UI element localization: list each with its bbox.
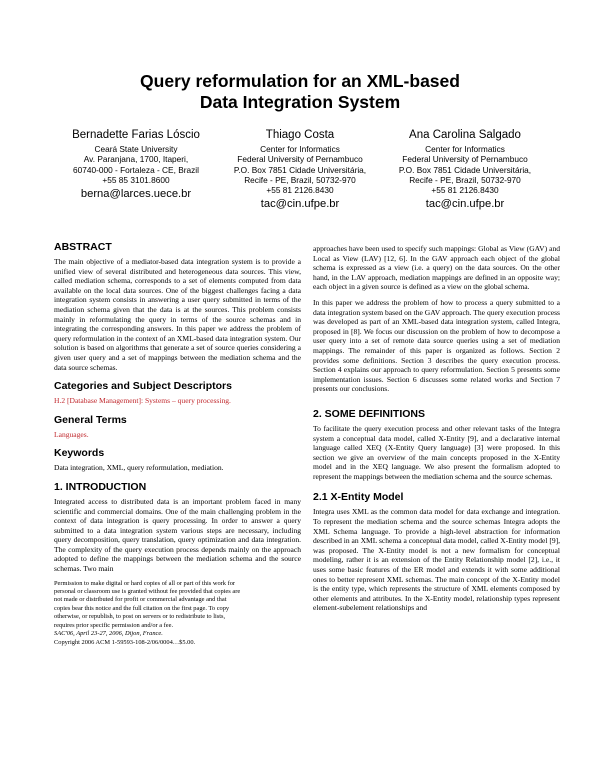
- keywords-text: Data integration, XML, query reformulation, mediation.: [54, 463, 224, 473]
- permission-line: otherwise, or republish, to post on servers or to redistribute to lists,: [54, 613, 226, 621]
- permission-line: personal or classroom use is granted without fee provided that copies are: [54, 588, 241, 596]
- permission-line: Permission to make digital or hard copies of all or part of this work for: [54, 579, 236, 587]
- author-affiliation-line: Recife - PE, Brazil, 50732-970: [244, 174, 356, 185]
- categories-text: H.2 [Database Management]: Systems – query processing.: [54, 396, 231, 406]
- permission-notice: [54, 580, 301, 647]
- author-affiliation-line: +55 81 2126.8430: [266, 185, 334, 196]
- body-paragraph: approaches have been used to specify such mappings: Global as View (GAV) and Local as View (LAV) [12, 6]. In the GAV approach each object of the global schema is expressed as a view (i.e. a query) on the data sources. On the other hand, in the LAV approach, mediation mappings are defined in an opposite way; each object in a given source is defined as a view on the global schema.: [313, 244, 560, 292]
- xentity-text: Integra uses XML as the common data model for data exchange and integration. To represent the mediation schema and the source schemas Integra adopts the XML Schema language. To provide a high-level abstraction for information described in an XML schema a conceptual data model, called X-Entity model [9], was proposed. The X-Entity model is not a new formalism for conceptual modeling, rather it is an extension of the Entity Relationship model [2], i.e., it uses some basic features of the ER model and extends it with some additional ones to better represent XML schemas. The main concept of the X-Entity model is the entity type, which represents the structure of XML elements composed by other elements and attributes. In the X-Entity model, relationship types represent element-subelement relationships and: [313, 507, 561, 613]
- right-column: [313, 244, 560, 619]
- abstract-heading: ABSTRACT: [54, 241, 112, 253]
- author-name: Ana Carolina Salgado: [409, 129, 521, 141]
- author-affiliation-line: P.O. Box 7851 Cidade Universitária,: [233, 164, 367, 175]
- xentity-heading: 2.1 X-Entity Model: [313, 491, 404, 504]
- definitions-heading: 2. SOME DEFINITIONS: [313, 407, 426, 420]
- paper-title: [40, 71, 560, 113]
- author-email: tac@cin.ufpe.br: [425, 198, 505, 211]
- author-block: [207, 128, 393, 211]
- abstract-text: The main objective of a mediator-based data integration system is to provide a unified view of several distributed and heterogeneous data sources. This view, called mediation schema, corresponds to a set of elements computed from data available on the local data sources. One of the biggest challenges facing a data integration system consists in answering a user query submitted in terms of the mediation schema given that the data is at the sources. This problem consists mainly in reformulating the query in terms of the source schemas and in integrating the corresponding answers. In this paper we address the problem of query reformulation in the context of an XML-based data integration system. Our solution is based on algorithms that generate a set of source queries considering a given user query and a set of mappings between the mediation schema and the data source schemas.: [54, 257, 301, 372]
- author-affiliation-line: +55 85 3101.8600: [102, 174, 170, 185]
- body-paragraph: In this paper we address the problem of how to process a query submitted to a data integration system based on the GAV approach. The query execution process was developed as part of an XML-based data integration system, called Integra, proposed in [8]. We focus our discussion on the problem of how to decompose a user query into a set of remote data source queries using a set of mediation mappings. The remainder of this paper is organized as follows. Section 2 provides some definitions. Section 3 describes the query execution process. Section 4 explains our approach to query reformulation. Section 5 presents some implementation issues. Section 6 discusses some related works and Section 7 presents our conclusions.: [313, 297, 560, 394]
- author-affiliation-line: Center for Informatics: [425, 144, 505, 154]
- author-affiliation-line: Federal University of Pernambuco: [237, 154, 363, 165]
- author-email: tac@cin.ufpe.br: [260, 198, 340, 211]
- title-line-1: Query reformulation for an XML-based: [140, 71, 460, 91]
- author-affiliation-line: P.O. Box 7851 Cidade Universitária,: [398, 164, 532, 175]
- author-affiliation-line: Ceará State University: [94, 144, 178, 154]
- author-email: berna@larces.uece.br: [80, 188, 192, 201]
- categories-heading: Categories and Subject Descriptors: [54, 380, 232, 393]
- conference-line: SAC'06, April 23-27, 2006, Dijon, France.: [54, 630, 163, 638]
- author-affiliation-line: Recife - PE, Brazil, 50732-970: [409, 174, 521, 185]
- author-affiliation-line: Center for Informatics: [260, 144, 340, 154]
- author-block: [43, 128, 229, 201]
- definitions-text: To facilitate the query execution process and other relevant tasks of the Integra system a conceptual data model, called X-Entity [9], and a declarative internal language called XEQ (X-Entity Query language) [3] were proposed. In this section we give an overview of the main concepts proposed in the X-Entity model and in the XEQ language. We also present the formalism adopted to represent the mappings between the mediation schema and the source schemas.: [313, 423, 560, 481]
- title-line-2: Data Integration System: [199, 92, 401, 112]
- copyright-line: Copyright 2006 ACM 1-59593-108-2/06/0004…$5.00.: [54, 638, 196, 646]
- author-name: Thiago Costa: [265, 129, 335, 141]
- permission-line: copies bear this notice and the full citation on the first page. To copy: [54, 604, 230, 612]
- author-affiliation-line: Federal University of Pernambuco: [402, 154, 528, 165]
- introduction-text: Integrated access to distributed data is an important problem faced in many scientific and commercial domains. One of the main challenging problem in the context of data integration is query processing. In order to answer a query submitted to a data integration system various steps are necessary, including query decomposition, query translation, query optimization and data integration. The complexity of the query execution process depends mainly on the approach adopted to define the mappings between the mediation schema and the source schemas. Two main: [54, 496, 301, 574]
- author-name: Bernadette Farias Lóscio: [72, 129, 200, 141]
- introduction-heading: 1. INTRODUCTION: [54, 480, 147, 493]
- author-affiliation-line: +55 81 2126.8430: [431, 185, 499, 196]
- general-terms-text: Languages.: [54, 429, 89, 439]
- permission-line: not made or distributed for profit or commercial advantage and that: [54, 596, 227, 604]
- permission-line: requires prior specific permission and/or a fee.: [54, 621, 174, 629]
- left-column: [54, 241, 301, 647]
- author-affiliation-line: Av. Paranjana, 1700, Itaperi,: [83, 154, 189, 165]
- keywords-heading: Keywords: [54, 447, 105, 460]
- general-terms-heading: General Terms: [54, 413, 127, 426]
- author-affiliation-line: 60740-000 - Fortaleza - CE, Brazil: [73, 164, 199, 175]
- author-block: [372, 128, 558, 211]
